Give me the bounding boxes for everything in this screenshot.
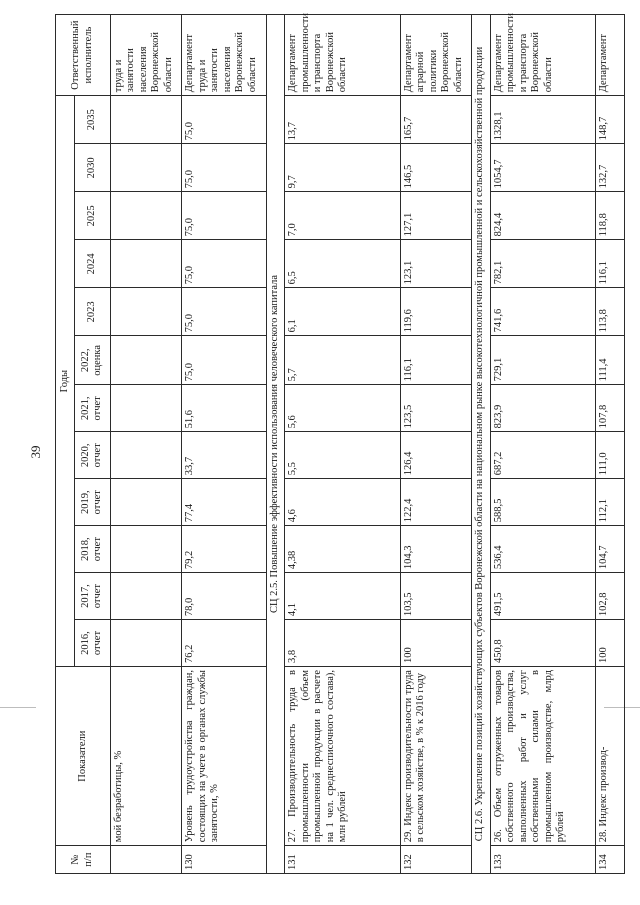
value-cell: 6,1 bbox=[285, 288, 401, 336]
value-cell: 127,1 bbox=[400, 192, 471, 240]
value-cell: 148,7 bbox=[595, 96, 624, 144]
value-cell: 75,0 bbox=[182, 240, 267, 288]
value-cell: 111,4 bbox=[595, 336, 624, 385]
row-number: 131 bbox=[285, 846, 401, 874]
value-cell: 132,7 bbox=[595, 144, 624, 192]
value-cell: 100 bbox=[400, 620, 471, 667]
value-cell: 4,6 bbox=[285, 479, 401, 526]
section-row bbox=[266, 15, 284, 874]
header-year: 2018, отчет bbox=[74, 526, 110, 573]
value-cell: 76,2 bbox=[182, 620, 267, 667]
value-cell: 123,5 bbox=[400, 385, 471, 432]
header-num: № п/п bbox=[56, 846, 111, 874]
value-cell: 536,4 bbox=[490, 526, 595, 573]
responsible-cell: труда и занятости населения Воронежской области bbox=[110, 15, 181, 96]
value-cell: 450,8 bbox=[490, 620, 595, 667]
table-row bbox=[595, 15, 624, 874]
value-cell bbox=[110, 240, 181, 288]
header-responsible: Ответственный исполнитель bbox=[56, 15, 111, 96]
indicator-text: 28. Индекс производ- bbox=[595, 667, 624, 846]
indicators-table bbox=[55, 14, 625, 874]
value-cell bbox=[110, 479, 181, 526]
value-cell: 77,4 bbox=[182, 479, 267, 526]
value-cell: 687,2 bbox=[490, 432, 595, 479]
section-row bbox=[472, 15, 490, 874]
value-cell: 1328,1 bbox=[490, 96, 595, 144]
value-cell: 75,0 bbox=[182, 336, 267, 385]
value-cell: 33,7 bbox=[182, 432, 267, 479]
page-number: 39 bbox=[28, 445, 43, 459]
value-cell bbox=[110, 526, 181, 573]
header-year: 2016, отчет bbox=[74, 620, 110, 667]
value-cell: 1054,7 bbox=[490, 144, 595, 192]
value-cell bbox=[110, 192, 181, 240]
responsible-cell: Департамент труда и занятости населения Воронежской области bbox=[182, 15, 267, 96]
value-cell: 118,8 bbox=[595, 192, 624, 240]
value-cell bbox=[110, 432, 181, 479]
value-cell: 165,7 bbox=[400, 96, 471, 144]
table-row bbox=[182, 15, 267, 874]
header-year: 2023 bbox=[74, 288, 110, 336]
table-row bbox=[400, 15, 471, 874]
header-year: 2022, оценка bbox=[74, 336, 110, 385]
value-cell: 100 bbox=[595, 620, 624, 667]
value-cell: 782,1 bbox=[490, 240, 595, 288]
section-title: СЦ 2.6. Укрепление позиций хозяйствующих субъектов Воронежской области на национальном рынке высокотехнологичной промышленной и сельскохозяйственной продукции bbox=[472, 15, 490, 874]
header-year: 2030 bbox=[74, 144, 110, 192]
value-cell: 116,1 bbox=[400, 336, 471, 385]
rotated-table-container bbox=[55, 14, 625, 874]
value-cell: 104,7 bbox=[595, 526, 624, 573]
responsible-cell: Департамент промышленности и транспорта Воронежской области bbox=[285, 15, 401, 96]
indicator-text: мой безработицы, % bbox=[110, 667, 181, 846]
section-title: СЦ 2.5. Повышение эффективности использования человеческого капитала bbox=[266, 15, 284, 874]
row-number: 134 bbox=[595, 846, 624, 874]
value-cell: 7,0 bbox=[285, 192, 401, 240]
indicator-text: 26. Объем отгруженных товаров собственного производства, выполненных работ и услуг собственными силами в промышленном производстве, млрд рублей bbox=[490, 667, 595, 846]
value-cell bbox=[110, 385, 181, 432]
row-number bbox=[110, 846, 181, 874]
responsible-cell: Департамент аграрной политики Воронежской области bbox=[400, 15, 471, 96]
row-number: 132 bbox=[400, 846, 471, 874]
header-year: 2025 bbox=[74, 192, 110, 240]
indicator-text: 29. Индекс производительности труда в сельском хозяйстве, в % к 2016 году bbox=[400, 667, 471, 846]
value-cell: 78,0 bbox=[182, 573, 267, 620]
value-cell: 4,38 bbox=[285, 526, 401, 573]
header-year: 2035 bbox=[74, 96, 110, 144]
value-cell bbox=[110, 288, 181, 336]
value-cell: 4,1 bbox=[285, 573, 401, 620]
table-row bbox=[110, 15, 181, 874]
value-cell: 126,4 bbox=[400, 432, 471, 479]
indicator-text: 27. Производительность труда в промышленности (объем промышленной продукции в расчете на 1 чел. среднесписочного состава), млн рублей bbox=[285, 667, 401, 846]
value-cell: 102,8 bbox=[595, 573, 624, 620]
table-row bbox=[285, 15, 401, 874]
value-cell: 75,0 bbox=[182, 192, 267, 240]
value-cell bbox=[110, 573, 181, 620]
table-body bbox=[110, 15, 624, 874]
value-cell bbox=[110, 96, 181, 144]
value-cell: 824,4 bbox=[490, 192, 595, 240]
value-cell: 146,5 bbox=[400, 144, 471, 192]
table-row bbox=[490, 15, 595, 874]
value-cell bbox=[110, 336, 181, 385]
value-cell: 103,5 bbox=[400, 573, 471, 620]
value-cell: 51,6 bbox=[182, 385, 267, 432]
value-cell: 119,6 bbox=[400, 288, 471, 336]
header-year: 2019, отчет bbox=[74, 479, 110, 526]
value-cell: 112,1 bbox=[595, 479, 624, 526]
responsible-cell: Департамент промышленности и транспорта Воронежской области bbox=[490, 15, 595, 96]
value-cell: 9,7 bbox=[285, 144, 401, 192]
header-year: 2020, отчет bbox=[74, 432, 110, 479]
value-cell: 13,7 bbox=[285, 96, 401, 144]
value-cell: 75,0 bbox=[182, 288, 267, 336]
header-indicator: Показатели bbox=[56, 667, 111, 846]
header-years: Годы bbox=[56, 96, 75, 667]
value-cell: 113,8 bbox=[595, 288, 624, 336]
value-cell: 5,6 bbox=[285, 385, 401, 432]
value-cell: 729,1 bbox=[490, 336, 595, 385]
value-cell: 741,6 bbox=[490, 288, 595, 336]
value-cell: 823,9 bbox=[490, 385, 595, 432]
value-cell: 3,8 bbox=[285, 620, 401, 667]
indicator-text: Уровень трудоустройства граждан, состоящих на учете в органах службы занятости, % bbox=[182, 667, 267, 846]
value-cell: 491,5 bbox=[490, 573, 595, 620]
value-cell: 588,5 bbox=[490, 479, 595, 526]
value-cell: 6,5 bbox=[285, 240, 401, 288]
value-cell: 123,1 bbox=[400, 240, 471, 288]
value-cell: 104,3 bbox=[400, 526, 471, 573]
header-year: 2017, отчет bbox=[74, 573, 110, 620]
header-year: 2021, отчет bbox=[74, 385, 110, 432]
row-number: 133 bbox=[490, 846, 595, 874]
margin-rule-left bbox=[0, 707, 36, 708]
value-cell: 107,8 bbox=[595, 385, 624, 432]
value-cell bbox=[110, 620, 181, 667]
value-cell: 5,7 bbox=[285, 336, 401, 385]
value-cell: 116,1 bbox=[595, 240, 624, 288]
responsible-cell: Департамент bbox=[595, 15, 624, 96]
value-cell: 122,4 bbox=[400, 479, 471, 526]
value-cell: 5,5 bbox=[285, 432, 401, 479]
value-cell: 111,0 bbox=[595, 432, 624, 479]
value-cell bbox=[110, 144, 181, 192]
value-cell: 79,2 bbox=[182, 526, 267, 573]
row-number: 130 bbox=[182, 846, 267, 874]
value-cell: 75,0 bbox=[182, 144, 267, 192]
value-cell: 75,0 bbox=[182, 96, 267, 144]
header-year: 2024 bbox=[74, 240, 110, 288]
